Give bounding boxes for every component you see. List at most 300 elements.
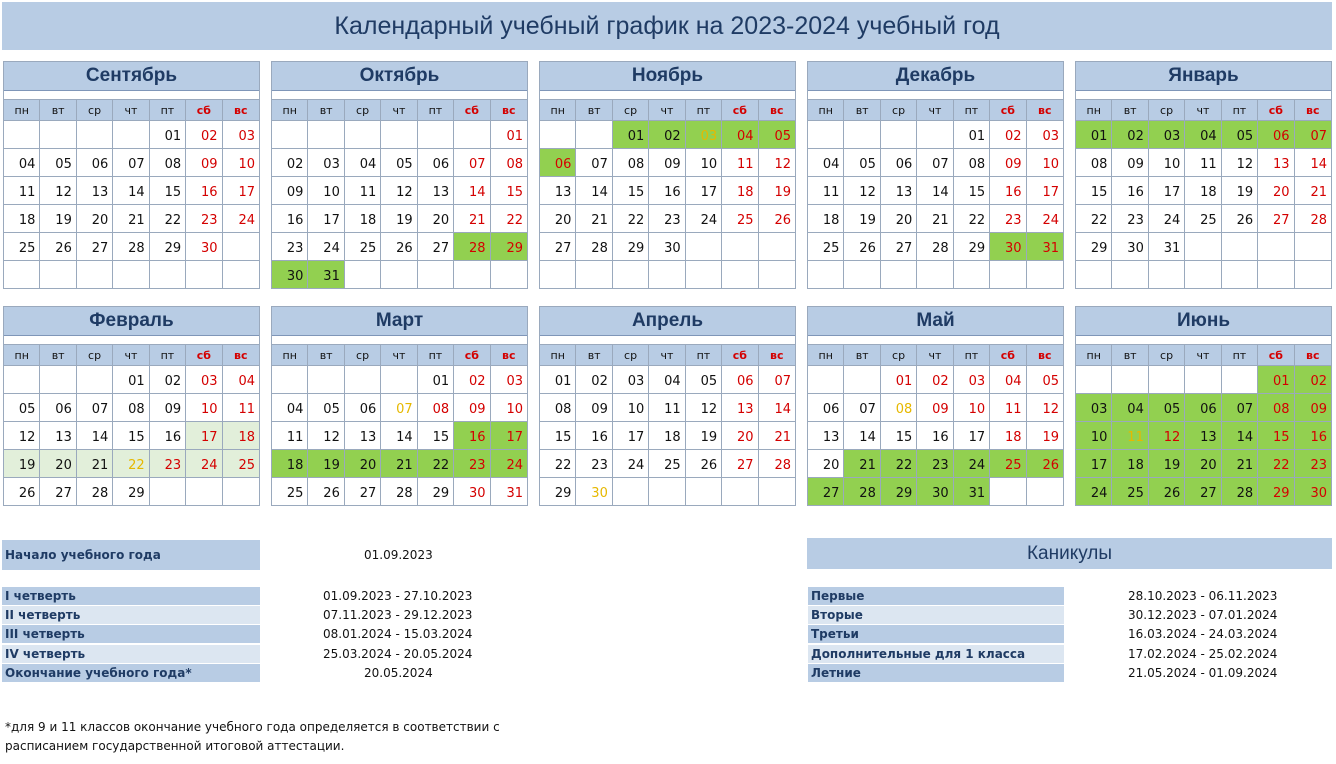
empty-cell — [759, 477, 795, 505]
day-cell: 23 — [576, 449, 612, 477]
day-cell: 01 — [491, 120, 527, 148]
day-cell: 03 — [686, 120, 722, 148]
weekday-header — [272, 100, 527, 120]
day-cell: 02 — [272, 148, 308, 176]
empty-cell — [77, 260, 113, 288]
day-cell: 04 — [649, 365, 685, 393]
day-cell: 24 — [686, 204, 722, 232]
weekday-label: пт — [686, 100, 722, 120]
empty-cell — [649, 477, 685, 505]
weekday-label: вс — [1038, 103, 1052, 117]
day-cell: 08 — [540, 393, 576, 421]
day-cell: 29 — [1258, 477, 1294, 505]
weekday-label: сб — [454, 345, 490, 365]
empty-cell — [223, 477, 259, 505]
day-cell: 13 — [40, 421, 76, 449]
empty-cell — [1149, 260, 1185, 288]
day-cell: 28 — [576, 232, 612, 260]
weekday-label: вс — [234, 348, 248, 362]
day-cell: 03 — [1027, 120, 1063, 148]
day-cell: 17 — [491, 421, 527, 449]
day-cell: 30 — [649, 232, 685, 260]
day-cell: 21 — [77, 449, 113, 477]
empty-cell — [722, 477, 758, 505]
day-cell: 22 — [150, 204, 186, 232]
day-cell: 21 — [759, 421, 795, 449]
empty-cell — [917, 260, 953, 288]
weekday-label: пн — [4, 100, 40, 120]
day-cell: 14 — [454, 176, 490, 204]
day-cell: 10 — [686, 148, 722, 176]
day-cell: 11 — [223, 393, 259, 421]
day-cell: 26 — [1222, 204, 1258, 232]
day-cell: 21 — [917, 204, 953, 232]
day-cell: 20 — [345, 449, 381, 477]
day-cell: 06 — [808, 393, 844, 421]
weekday-label: пт — [418, 345, 454, 365]
day-cell: 22 — [954, 204, 990, 232]
day-cell: 14 — [381, 421, 417, 449]
day-cell: 23 — [917, 449, 953, 477]
weekday-label: вс — [1306, 103, 1320, 117]
day-cell: 19 — [1149, 449, 1185, 477]
weekday-label: пт — [418, 100, 454, 120]
empty-cell — [454, 260, 490, 288]
day-cell: 20 — [881, 204, 917, 232]
day-cell: 31 — [954, 477, 990, 505]
month-name: Декабрь — [808, 62, 1063, 91]
month-spacer — [808, 91, 1063, 100]
day-cell: 17 — [954, 421, 990, 449]
day-cell: 11 — [1112, 421, 1148, 449]
day-cell: 06 — [1258, 120, 1294, 148]
weekday-header — [4, 345, 259, 365]
day-cell: 23 — [150, 449, 186, 477]
day-cell: 22 — [613, 204, 649, 232]
day-cell: 21 — [576, 204, 612, 232]
empty-cell — [1112, 365, 1148, 393]
weekday-header — [540, 345, 795, 365]
empty-cell — [1222, 260, 1258, 288]
month-spacer — [1076, 336, 1331, 345]
day-cell: 13 — [1258, 148, 1294, 176]
weekday-label: чт — [113, 345, 149, 365]
day-cell: 02 — [649, 120, 685, 148]
empty-cell — [1222, 232, 1258, 260]
day-cell: 06 — [40, 393, 76, 421]
day-cell: 23 — [186, 204, 222, 232]
day-cell: 21 — [113, 204, 149, 232]
vacation-5-label: Летние — [808, 664, 1064, 682]
day-cell: 03 — [613, 365, 649, 393]
day-cell: 21 — [1295, 176, 1331, 204]
empty-cell — [1027, 477, 1063, 505]
day-cell: 24 — [954, 449, 990, 477]
day-cell: 14 — [1295, 148, 1331, 176]
day-cell: 18 — [223, 421, 259, 449]
day-cell: 10 — [613, 393, 649, 421]
vacation-1-value: 28.10.2023 - 06.11.2023 — [1128, 589, 1278, 603]
empty-cell — [418, 120, 454, 148]
month-spacer — [272, 336, 527, 345]
month-block — [807, 61, 1064, 289]
day-cell: 24 — [1149, 204, 1185, 232]
day-cell: 20 — [40, 449, 76, 477]
weekday-label: ср — [881, 345, 917, 365]
empty-cell — [686, 232, 722, 260]
day-cell: 04 — [223, 365, 259, 393]
q3-label: III четверть — [2, 625, 260, 643]
day-cell: 06 — [881, 148, 917, 176]
empty-cell — [881, 260, 917, 288]
day-grid — [540, 365, 795, 505]
day-cell: 05 — [1027, 365, 1063, 393]
day-cell: 12 — [1222, 148, 1258, 176]
day-cell: 02 — [150, 365, 186, 393]
day-cell: 12 — [40, 176, 76, 204]
q1-label: I четверть — [2, 587, 260, 605]
day-cell: 02 — [454, 365, 490, 393]
day-cell: 12 — [844, 176, 880, 204]
empty-cell — [1295, 260, 1331, 288]
month-spacer — [272, 91, 527, 100]
day-grid — [272, 365, 527, 505]
day-cell: 05 — [381, 148, 417, 176]
day-cell: 01 — [150, 120, 186, 148]
day-cell: 31 — [1149, 232, 1185, 260]
empty-cell — [345, 260, 381, 288]
day-cell: 07 — [844, 393, 880, 421]
day-cell: 26 — [4, 477, 40, 505]
day-cell: 05 — [308, 393, 344, 421]
day-cell: 24 — [1027, 204, 1063, 232]
day-cell: 29 — [954, 232, 990, 260]
empty-cell — [954, 260, 990, 288]
day-cell: 10 — [1149, 148, 1185, 176]
day-cell: 25 — [345, 232, 381, 260]
day-cell: 07 — [1295, 120, 1331, 148]
empty-cell — [4, 120, 40, 148]
empty-cell — [844, 120, 880, 148]
day-cell: 14 — [1222, 421, 1258, 449]
weekday-label: вс — [1038, 348, 1052, 362]
day-cell: 27 — [418, 232, 454, 260]
day-cell: 26 — [844, 232, 880, 260]
day-cell: 28 — [759, 449, 795, 477]
day-cell: 13 — [722, 393, 758, 421]
weekday-label: пн — [1076, 345, 1112, 365]
empty-cell — [1258, 260, 1294, 288]
day-cell: 16 — [649, 176, 685, 204]
weekday-label: чт — [381, 100, 417, 120]
vacation-4-label: Дополнительные для 1 класса — [808, 645, 1064, 663]
day-cell: 04 — [345, 148, 381, 176]
day-cell: 18 — [808, 204, 844, 232]
day-cell: 24 — [186, 449, 222, 477]
day-cell: 17 — [223, 176, 259, 204]
day-cell: 20 — [1185, 449, 1221, 477]
day-cell: 07 — [759, 365, 795, 393]
day-cell: 02 — [576, 365, 612, 393]
month-block — [1075, 61, 1332, 289]
q4-value: 25.03.2024 - 20.05.2024 — [323, 647, 473, 661]
day-cell: 10 — [491, 393, 527, 421]
weekday-label: пн — [272, 100, 308, 120]
day-cell: 28 — [844, 477, 880, 505]
day-cell: 07 — [454, 148, 490, 176]
vacation-1-label: Первые — [808, 587, 1064, 605]
weekday-label: вс — [502, 348, 516, 362]
weekday-label: пт — [954, 345, 990, 365]
empty-cell — [1258, 232, 1294, 260]
empty-cell — [1112, 260, 1148, 288]
weekday-label: вт — [40, 100, 76, 120]
day-cell: 21 — [454, 204, 490, 232]
day-cell: 13 — [418, 176, 454, 204]
vacation-4-value: 17.02.2024 - 25.02.2024 — [1128, 647, 1278, 661]
weekday-label: пт — [1222, 345, 1258, 365]
day-cell: 16 — [917, 421, 953, 449]
month-name: Май — [808, 307, 1063, 336]
empty-cell — [308, 120, 344, 148]
day-cell: 22 — [881, 449, 917, 477]
weekday-label: ср — [1149, 345, 1185, 365]
day-cell: 22 — [1076, 204, 1112, 232]
day-cell: 04 — [990, 365, 1026, 393]
weekday-header — [1076, 100, 1331, 120]
day-cell: 29 — [881, 477, 917, 505]
day-cell: 25 — [649, 449, 685, 477]
weekday-label: вт — [576, 345, 612, 365]
empty-cell — [345, 120, 381, 148]
start-label: Начало учебного года — [2, 540, 260, 570]
day-cell: 06 — [540, 148, 576, 176]
day-cell: 13 — [881, 176, 917, 204]
month-spacer — [540, 91, 795, 100]
day-cell: 19 — [759, 176, 795, 204]
day-cell: 12 — [381, 176, 417, 204]
month-name: Июнь — [1076, 307, 1331, 336]
day-cell: 31 — [308, 260, 344, 288]
day-cell: 31 — [491, 477, 527, 505]
empty-cell — [272, 365, 308, 393]
day-cell: 23 — [990, 204, 1026, 232]
day-cell: 12 — [308, 421, 344, 449]
day-cell: 15 — [1076, 176, 1112, 204]
month-spacer — [540, 336, 795, 345]
day-cell: 18 — [1112, 449, 1148, 477]
day-cell: 16 — [186, 176, 222, 204]
start-value: 01.09.2023 — [364, 548, 433, 562]
day-cell: 16 — [454, 421, 490, 449]
empty-cell — [808, 365, 844, 393]
day-cell: 19 — [1027, 421, 1063, 449]
weekday-label: вт — [844, 100, 880, 120]
day-cell: 15 — [113, 421, 149, 449]
day-cell: 15 — [613, 176, 649, 204]
weekday-label: сб — [454, 100, 490, 120]
day-cell: 28 — [917, 232, 953, 260]
empty-cell — [759, 232, 795, 260]
weekday-label: чт — [917, 345, 953, 365]
day-cell: 11 — [722, 148, 758, 176]
weekday-header — [808, 345, 1063, 365]
day-cell: 27 — [77, 232, 113, 260]
day-cell: 19 — [844, 204, 880, 232]
month-block — [539, 306, 796, 506]
day-cell: 17 — [613, 421, 649, 449]
day-cell: 23 — [649, 204, 685, 232]
month-spacer — [1076, 91, 1331, 100]
month-block — [1075, 306, 1332, 506]
day-cell: 20 — [808, 449, 844, 477]
day-grid — [808, 365, 1063, 505]
day-cell: 15 — [1258, 421, 1294, 449]
month-block — [539, 61, 796, 289]
day-cell: 17 — [308, 204, 344, 232]
empty-cell — [223, 260, 259, 288]
vacation-2-label: Вторые — [808, 606, 1064, 624]
weekday-label: ср — [77, 100, 113, 120]
empty-cell — [418, 260, 454, 288]
weekday-label: сб — [990, 345, 1026, 365]
weekday-label: сб — [186, 345, 222, 365]
weekday-label: чт — [1185, 345, 1221, 365]
day-cell: 24 — [308, 232, 344, 260]
vacation-2-value: 30.12.2023 - 07.01.2024 — [1128, 608, 1278, 622]
day-cell: 05 — [1149, 393, 1185, 421]
day-cell: 29 — [113, 477, 149, 505]
weekday-label: чт — [649, 100, 685, 120]
day-cell: 21 — [844, 449, 880, 477]
month-name: Сентябрь — [4, 62, 259, 91]
day-cell: 30 — [186, 232, 222, 260]
day-cell: 25 — [1112, 477, 1148, 505]
day-grid — [1076, 120, 1331, 288]
weekday-header — [1076, 345, 1331, 365]
vacations-title: Каникулы — [807, 538, 1332, 569]
day-cell: 14 — [576, 176, 612, 204]
empty-cell — [150, 260, 186, 288]
month-block — [271, 306, 528, 506]
day-cell: 15 — [954, 176, 990, 204]
day-cell: 26 — [1027, 449, 1063, 477]
day-cell: 10 — [1027, 148, 1063, 176]
day-cell: 28 — [381, 477, 417, 505]
day-cell: 11 — [272, 421, 308, 449]
day-cell: 17 — [1027, 176, 1063, 204]
empty-cell — [808, 120, 844, 148]
weekday-label: ср — [345, 100, 381, 120]
day-cell: 14 — [844, 421, 880, 449]
footnote — [5, 718, 525, 756]
day-cell: 08 — [881, 393, 917, 421]
weekday-label: сб — [722, 100, 758, 120]
day-cell: 30 — [454, 477, 490, 505]
day-cell: 13 — [345, 421, 381, 449]
day-cell: 14 — [917, 176, 953, 204]
month-spacer — [4, 336, 259, 345]
day-cell: 01 — [113, 365, 149, 393]
day-cell: 14 — [113, 176, 149, 204]
day-cell: 29 — [491, 232, 527, 260]
day-cell: 17 — [1076, 449, 1112, 477]
empty-cell — [1222, 365, 1258, 393]
empty-cell — [881, 120, 917, 148]
title-bar — [2, 2, 1332, 50]
month-name: Январь — [1076, 62, 1331, 91]
day-cell: 04 — [808, 148, 844, 176]
empty-cell — [686, 260, 722, 288]
day-cell: 06 — [345, 393, 381, 421]
weekday-label: вт — [308, 345, 344, 365]
empty-cell — [990, 260, 1026, 288]
empty-cell — [1149, 365, 1185, 393]
day-cell: 11 — [649, 393, 685, 421]
day-cell: 27 — [881, 232, 917, 260]
day-cell: 04 — [272, 393, 308, 421]
day-cell: 11 — [4, 176, 40, 204]
day-cell: 25 — [990, 449, 1026, 477]
day-cell: 18 — [4, 204, 40, 232]
day-cell: 29 — [1076, 232, 1112, 260]
day-grid — [4, 365, 259, 505]
month-name: Март — [272, 307, 527, 336]
empty-cell — [649, 260, 685, 288]
empty-cell — [759, 260, 795, 288]
empty-cell — [540, 260, 576, 288]
q3-value: 08.01.2024 - 15.03.2024 — [323, 627, 473, 641]
day-cell: 07 — [77, 393, 113, 421]
day-cell: 09 — [150, 393, 186, 421]
day-cell: 16 — [1295, 421, 1331, 449]
day-cell: 29 — [613, 232, 649, 260]
day-cell: 27 — [808, 477, 844, 505]
month-block — [3, 306, 260, 506]
empty-cell — [1076, 260, 1112, 288]
weekday-label: вс — [770, 103, 784, 117]
empty-cell — [1027, 260, 1063, 288]
page-title: Календарный учебный график на 2023-2024 учебный год — [334, 11, 1000, 40]
weekday-header — [4, 100, 259, 120]
weekday-label: ср — [77, 345, 113, 365]
day-cell: 15 — [150, 176, 186, 204]
day-cell: 11 — [1185, 148, 1221, 176]
day-cell: 26 — [759, 204, 795, 232]
empty-cell — [150, 477, 186, 505]
day-cell: 22 — [1258, 449, 1294, 477]
day-grid — [540, 120, 795, 288]
day-cell: 18 — [345, 204, 381, 232]
day-cell: 05 — [686, 365, 722, 393]
weekday-label: пт — [686, 345, 722, 365]
day-cell: 20 — [722, 421, 758, 449]
empty-cell — [272, 120, 308, 148]
empty-cell — [686, 477, 722, 505]
day-cell: 03 — [186, 365, 222, 393]
empty-cell — [113, 120, 149, 148]
day-cell: 27 — [345, 477, 381, 505]
day-cell: 25 — [223, 449, 259, 477]
day-cell: 09 — [1112, 148, 1148, 176]
day-cell: 08 — [491, 148, 527, 176]
day-cell: 07 — [576, 148, 612, 176]
empty-cell — [844, 365, 880, 393]
day-cell: 10 — [308, 176, 344, 204]
empty-cell — [186, 260, 222, 288]
weekday-header — [272, 345, 527, 365]
day-cell: 22 — [491, 204, 527, 232]
